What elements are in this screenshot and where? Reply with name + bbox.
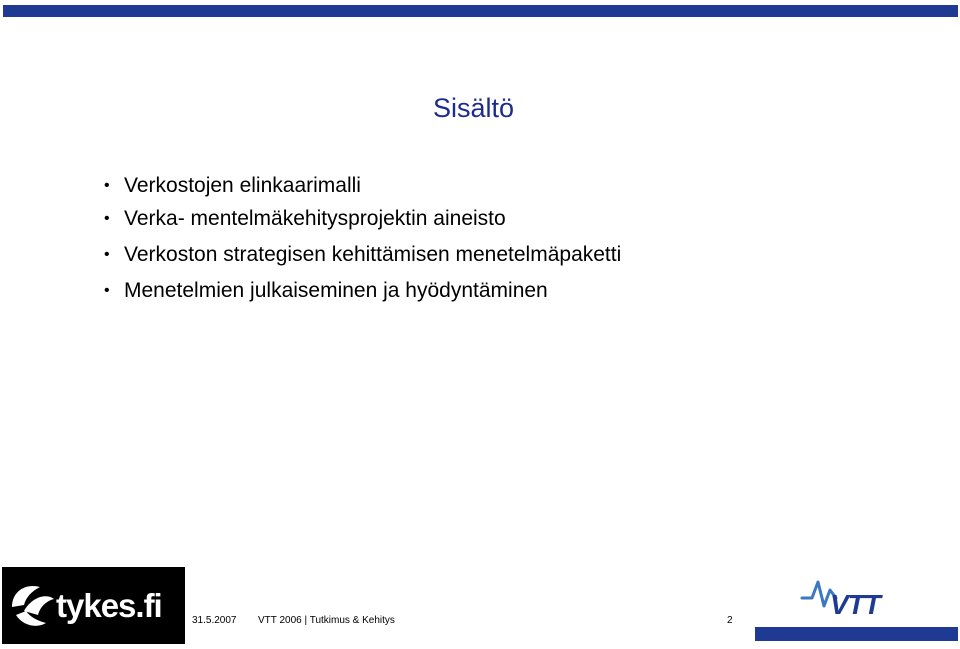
footer-date: 31.5.2007 [192,615,237,626]
bullet-item [104,201,621,237]
bullet-item [104,273,621,309]
bullet-text: Verka- mentelmäkehitysprojektin aineisto [124,207,506,230]
bullet-icon: • [104,246,110,263]
vtt-logo-text: VTT [830,589,880,618]
vtt-logo-icon [800,576,915,618]
vtt-logo [800,576,915,618]
tykes-logo-icon [2,567,185,644]
bullet-icon: • [104,177,110,194]
bullet-item [104,237,621,273]
page-number: 2 [727,615,733,626]
footer-source: VTT 2006 | Tutkimus & Kehitys [258,615,395,626]
bullet-text: Verkostojen elinkaarimalli [124,174,361,197]
header-bar [3,5,958,17]
bullet-text: Menetelmien julkaiseminen ja hyödyntäminen [124,279,548,302]
bullet-item [104,171,621,201]
bullet-text: Verkoston strategisen kehittämisen menetelmäpaketti [124,243,622,266]
slide-title: Sisältö [433,93,515,123]
footer-bar [755,627,958,641]
tykes-logo-text: tykes.fi [56,587,162,624]
bullet-icon: • [104,210,110,227]
bullet-list [104,171,621,309]
tykes-logo [2,567,185,644]
bullet-icon: • [104,282,110,299]
